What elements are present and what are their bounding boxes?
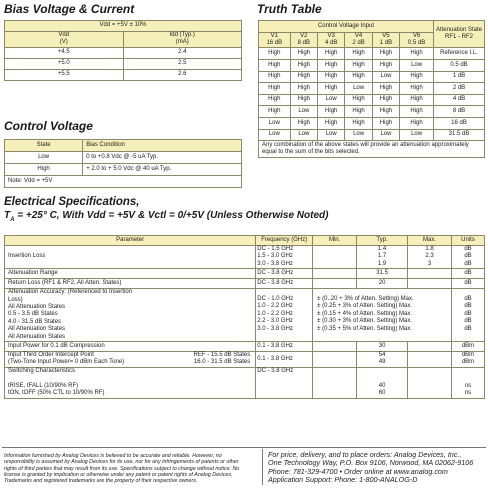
param-line: All Attenuation States (8, 333, 66, 340)
typ: 1.7 (377, 253, 387, 260)
elec-col-frequency: Frequency (GHz) (256, 236, 313, 246)
contact-line: One Technology Way, P.O. Box 9106, Norwood, MA 02062-9106 (268, 458, 474, 468)
footer-disclaimer (4, 453, 260, 484)
elec-header-row (5, 236, 485, 246)
table-row (5, 58, 242, 69)
table-row (5, 279, 485, 289)
truth-bit-state: Low (372, 71, 399, 83)
table-row (259, 48, 485, 60)
disclaimer-line: Information furnished by Analog Devices is believed to be accurate and reliable. However, no (4, 453, 222, 459)
elec-conditions (4, 210, 328, 223)
truth-bit-state: Low (318, 129, 345, 141)
truth-bit-state: Low (345, 129, 372, 141)
bit-label: V1 (270, 32, 278, 39)
bit-label: V6 (412, 32, 421, 39)
param-line: Input Third Order Intercept Point (8, 352, 94, 359)
truth-bit-state: High (290, 60, 317, 72)
footer-divider (2, 447, 486, 448)
control-note: Note: Vdd = +5V (5, 176, 242, 188)
bias-title: Bias Voltage & Current (4, 2, 135, 16)
elec-conditions-text: = +25° C, With Vdd = +5V & Vctl = 0/+5V (Unless Otherwise Noted) (14, 210, 329, 221)
table-row (259, 117, 485, 129)
param-line: Loss) (8, 296, 23, 303)
truth-bit-state: High (400, 106, 434, 118)
truth-bit-state: High (318, 106, 345, 118)
elec-col-max: Max. (408, 236, 452, 246)
bit-weight: 0.5 dB (407, 40, 426, 46)
bit-label: V2 (300, 32, 308, 39)
control-title: Control Voltage (4, 119, 93, 133)
contact-line: For price, delivery, and to place orders: Analog Devices, Inc., (268, 450, 462, 459)
truth-atten-state: 2 dB (434, 83, 485, 95)
bias-col-idd-unit: (mA) (175, 39, 189, 46)
param-line: (Two-Tone Input Power= 0 dBm Each Tone) (8, 359, 125, 366)
truth-bit-state: High (259, 71, 291, 83)
truth-bit-state: Low (345, 83, 372, 95)
freq: 0.1 - 3.8 GHz (256, 342, 313, 352)
truth-bit-state: Low (259, 117, 291, 129)
truth-bit-state: High (372, 94, 399, 106)
bias-table (4, 20, 242, 81)
param-line: Attenuation Accuracy: (Referenced to Insertion (8, 289, 133, 296)
freq: 3.0 - 3.8 GHz (257, 260, 293, 267)
table-row (5, 289, 485, 342)
table-row (5, 246, 485, 269)
freq: DC - 1.0 GHz (257, 296, 294, 303)
unit: ns (464, 382, 472, 389)
param-attenuation-accuracy (5, 289, 256, 342)
param-compression: Input Power for 0.1 dB Compression (5, 342, 256, 352)
control-col-bias: Bias Condition (83, 140, 242, 152)
unit: dB (464, 303, 472, 310)
typ: 30 (357, 342, 408, 352)
truth-bit-state: High (372, 48, 399, 60)
truth-bit-state: High (400, 94, 434, 106)
table-row (5, 152, 242, 164)
table-row (259, 71, 485, 83)
typ: 1.4 (377, 246, 387, 252)
table-row (5, 367, 485, 398)
param-switching (5, 367, 256, 398)
contact-line: Phone: 781-329-4700 • Order online at www.analog.com (268, 466, 448, 476)
truth-bit-state: High (259, 60, 291, 72)
max: 3 (427, 260, 432, 267)
bias-vdd-value: +5.0 (5, 58, 124, 69)
param-return-loss: Return Loss (RF1 & RF2, All Atten. States) (5, 279, 256, 289)
truth-group-header: Control Voltage Input (259, 21, 434, 33)
bias-vdd-value: +4.5 (5, 47, 124, 58)
table-row (259, 83, 485, 95)
truth-bit-state: High (345, 48, 372, 60)
table-row (5, 47, 242, 58)
elec-col-typ: Typ. (357, 236, 408, 246)
unit: dB (464, 318, 472, 325)
truth-bit-state: High (400, 71, 434, 83)
param-attenuation-range: Attenuation Range (5, 269, 256, 279)
truth-bit-state: High (318, 48, 345, 60)
truth-bit-state: High (318, 83, 345, 95)
truth-atten-state: 31.5 dB (434, 129, 485, 141)
param-line: 0.5 - 3.5 dB States (8, 311, 58, 318)
truth-atten-state: 16 dB (434, 117, 485, 129)
truth-bit-state: High (372, 83, 399, 95)
elec-title: Electrical Specifications, (4, 196, 140, 208)
typ: 54 (378, 352, 386, 359)
truth-bit-state: High (400, 48, 434, 60)
table-row (259, 60, 485, 72)
truth-atten-state: 8 dB (434, 106, 485, 118)
accuracy-value: ± (0.25 + 3% of Atten. Setting) Max. (317, 303, 413, 310)
freq: 2.2 - 3.0 GHz (257, 318, 293, 325)
bias-header: Vdd = +5V ± 10% (5, 21, 242, 32)
table-row (259, 94, 485, 106)
unit: dB (464, 253, 472, 260)
truth-bit-state: High (290, 71, 317, 83)
truth-bit-state: High (372, 60, 399, 72)
truth-bit-state: High (372, 106, 399, 118)
param-insertion-loss: Insertion Loss (5, 246, 256, 269)
elec-conditions-t: T (4, 210, 11, 221)
accuracy-value: ± (0.15 + 4% of Atten. Setting) Max. (317, 310, 413, 317)
bit-weight: 16 dB (266, 40, 283, 46)
table-row (5, 352, 485, 368)
truth-bit-state: High (345, 106, 372, 118)
truth-bit-state: Low (400, 60, 434, 72)
unit: dBm (461, 359, 475, 366)
bias-col-vdd: Vdd (58, 32, 70, 38)
truth-bit-state: High (400, 83, 434, 95)
freq: 3.0 - 3.8 GHz (257, 325, 293, 332)
accuracy-value: ± (0.35 + 5% of Atten. Setting) Max. (317, 325, 413, 332)
table-row (5, 69, 242, 80)
max: 2.3 (425, 253, 434, 260)
bias-col-vdd-unit: (V) (59, 39, 68, 46)
unit: dB (464, 310, 472, 317)
truth-atten-state: 0.5 dB (434, 60, 485, 72)
truth-bit-state: High (372, 117, 399, 129)
typ: 1.9 (377, 260, 387, 267)
unit: dBm (461, 352, 475, 359)
truth-bit-state: High (290, 83, 317, 95)
param-ip3 (5, 352, 256, 368)
ip3-state: REF - 15.5 dB States (193, 352, 251, 359)
truth-bit-state: High (290, 48, 317, 60)
unit: ns (464, 390, 472, 397)
typ: 60 (378, 390, 386, 397)
typ: 20 (357, 279, 408, 289)
control-table (4, 139, 242, 188)
param-line: tRISE, tFALL (10/90% RF) (8, 382, 79, 389)
truth-bit-state: High (259, 83, 291, 95)
bit-label: V3 (327, 32, 335, 39)
unit: dBm (452, 342, 485, 352)
elec-col-parameter: Parameter (5, 236, 256, 246)
param-line: tON, tOFF (50% CTL to 10/90% RF) (8, 390, 105, 397)
truth-bit-state: High (259, 48, 291, 60)
elec-table (4, 235, 485, 399)
truth-note: Any combination of the above states will provide an attenuation approximately equal to the sum of the bits selected. (259, 141, 485, 158)
truth-bit-state: High (318, 60, 345, 72)
typ: 40 (378, 382, 386, 389)
truth-atten-state: 4 dB (434, 94, 485, 106)
truth-bit-state: High (345, 117, 372, 129)
freq: DC - 1.5 GHz (257, 246, 294, 252)
truth-atten-state: 1 dB (434, 71, 485, 83)
param-line: All Attenuation States (8, 326, 66, 333)
control-bias: 0 to +0.8 Vdc @ -5 uA Typ. (83, 152, 242, 164)
truth-bit-state: High (345, 71, 372, 83)
control-state: High (5, 164, 83, 176)
truth-atten-state: Reference I.L. (434, 48, 485, 60)
footer-vertical-divider (262, 449, 263, 485)
unit: dB (464, 246, 472, 252)
bias-col-idd: Idd (Typ.) (169, 32, 195, 38)
elec-col-min: Min. (313, 236, 357, 246)
contact-line: Application Support: Phone: 1-800-ANALOG-D (268, 475, 418, 485)
unit: dB (464, 296, 472, 303)
bit-label: V4 (354, 32, 363, 39)
accuracy-value: ± (0..20 + 3% of Atten. Setting) Max. (317, 296, 414, 303)
truth-bit-state: High (318, 117, 345, 129)
disclaimer-line: license is granted by implication or otherwise under any patent or patent rights of Analog Devices. (4, 471, 233, 478)
truth-bit-state: High (318, 71, 345, 83)
elec-col-units: Units (452, 236, 485, 246)
bias-col-header-row (5, 32, 242, 48)
control-state: Low (5, 152, 83, 164)
table-row (259, 129, 485, 141)
table-row (259, 106, 485, 118)
unit: dB (464, 325, 472, 332)
freq: 1.5 - 3.0 GHz (257, 253, 293, 260)
truth-bit-state: High (259, 94, 291, 106)
bit-weight: 2 dB (352, 40, 365, 46)
bit-weight: 4 dB (325, 40, 338, 46)
truth-bit-state: Low (290, 129, 317, 141)
typ: 31.5 (357, 269, 408, 279)
truth-table (258, 20, 485, 158)
disclaimer-line: rights of third parties that may result from its use. Specifications subject to change without notice. No (4, 465, 240, 472)
truth-bit-state: High (259, 106, 291, 118)
disclaimer-line: Trademarks and registered trademarks are the property of their respective owners. (4, 478, 198, 485)
truth-bit-state: High (290, 94, 317, 106)
ip3-state: 16.0 - 31.5 dB States (193, 359, 251, 366)
control-bias: + 2.0 to + 5.0 Vdc @ 40 uA Typ. (83, 164, 242, 176)
truth-bit-state: Low (372, 129, 399, 141)
control-col-state: State (5, 140, 83, 152)
freq: 0.1 - 3.8 GHz (256, 352, 313, 368)
unit: dB (452, 279, 485, 289)
bias-idd-value: 2.5 (123, 58, 242, 69)
truth-atten-header: Attenuation State RF1 - RF2 (434, 21, 485, 48)
truth-bit-state: Low (259, 129, 291, 141)
param-line: All Attenuation States (8, 304, 66, 311)
freq: 1.0 - 2.2 GHz (257, 303, 293, 310)
param-line: Switching Characteristics (8, 367, 76, 374)
truth-bit-state: High (400, 117, 434, 129)
bit-weight: 8 dB (297, 40, 310, 46)
freq: DC - 3.8 GHz (256, 269, 313, 279)
bit-label: V5 (382, 32, 390, 39)
table-row (5, 342, 485, 352)
elec-conditions-sub: A (10, 217, 15, 223)
typ: 49 (378, 359, 386, 366)
truth-title: Truth Table (257, 2, 322, 16)
bias-vdd-value: +5.5 (5, 69, 124, 80)
disclaimer-line: responsibility is assumed by Analog Devices for its use, nor for any infringements of patents or other (4, 459, 239, 466)
freq: DC - 3.8 GHz (256, 279, 313, 289)
unit: dB (452, 269, 485, 279)
bias-idd-value: 2.6 (123, 69, 242, 80)
unit: dB (464, 260, 472, 267)
table-row (5, 269, 485, 279)
table-row (5, 164, 242, 176)
bit-weight: 1 dB (379, 40, 393, 46)
freq: 1.0 - 2.2 GHz (257, 310, 293, 317)
truth-bit-state: Low (400, 129, 434, 141)
max: 1.8 (425, 246, 434, 252)
footer-contact (268, 451, 486, 485)
bias-idd-value: 2.4 (123, 47, 242, 58)
accuracy-value: ± (0.30 + 3% of Atten. Setting) Max. (317, 318, 413, 325)
truth-bit-state: High (345, 60, 372, 72)
truth-bit-state: High (290, 117, 317, 129)
truth-bit-state: Low (318, 94, 345, 106)
freq: DC - 3.8 GHz (256, 367, 313, 398)
param-line: 4.0 - 31.5 dB States (8, 318, 62, 325)
truth-bit-state: Low (290, 106, 317, 118)
truth-bit-state: High (345, 94, 372, 106)
